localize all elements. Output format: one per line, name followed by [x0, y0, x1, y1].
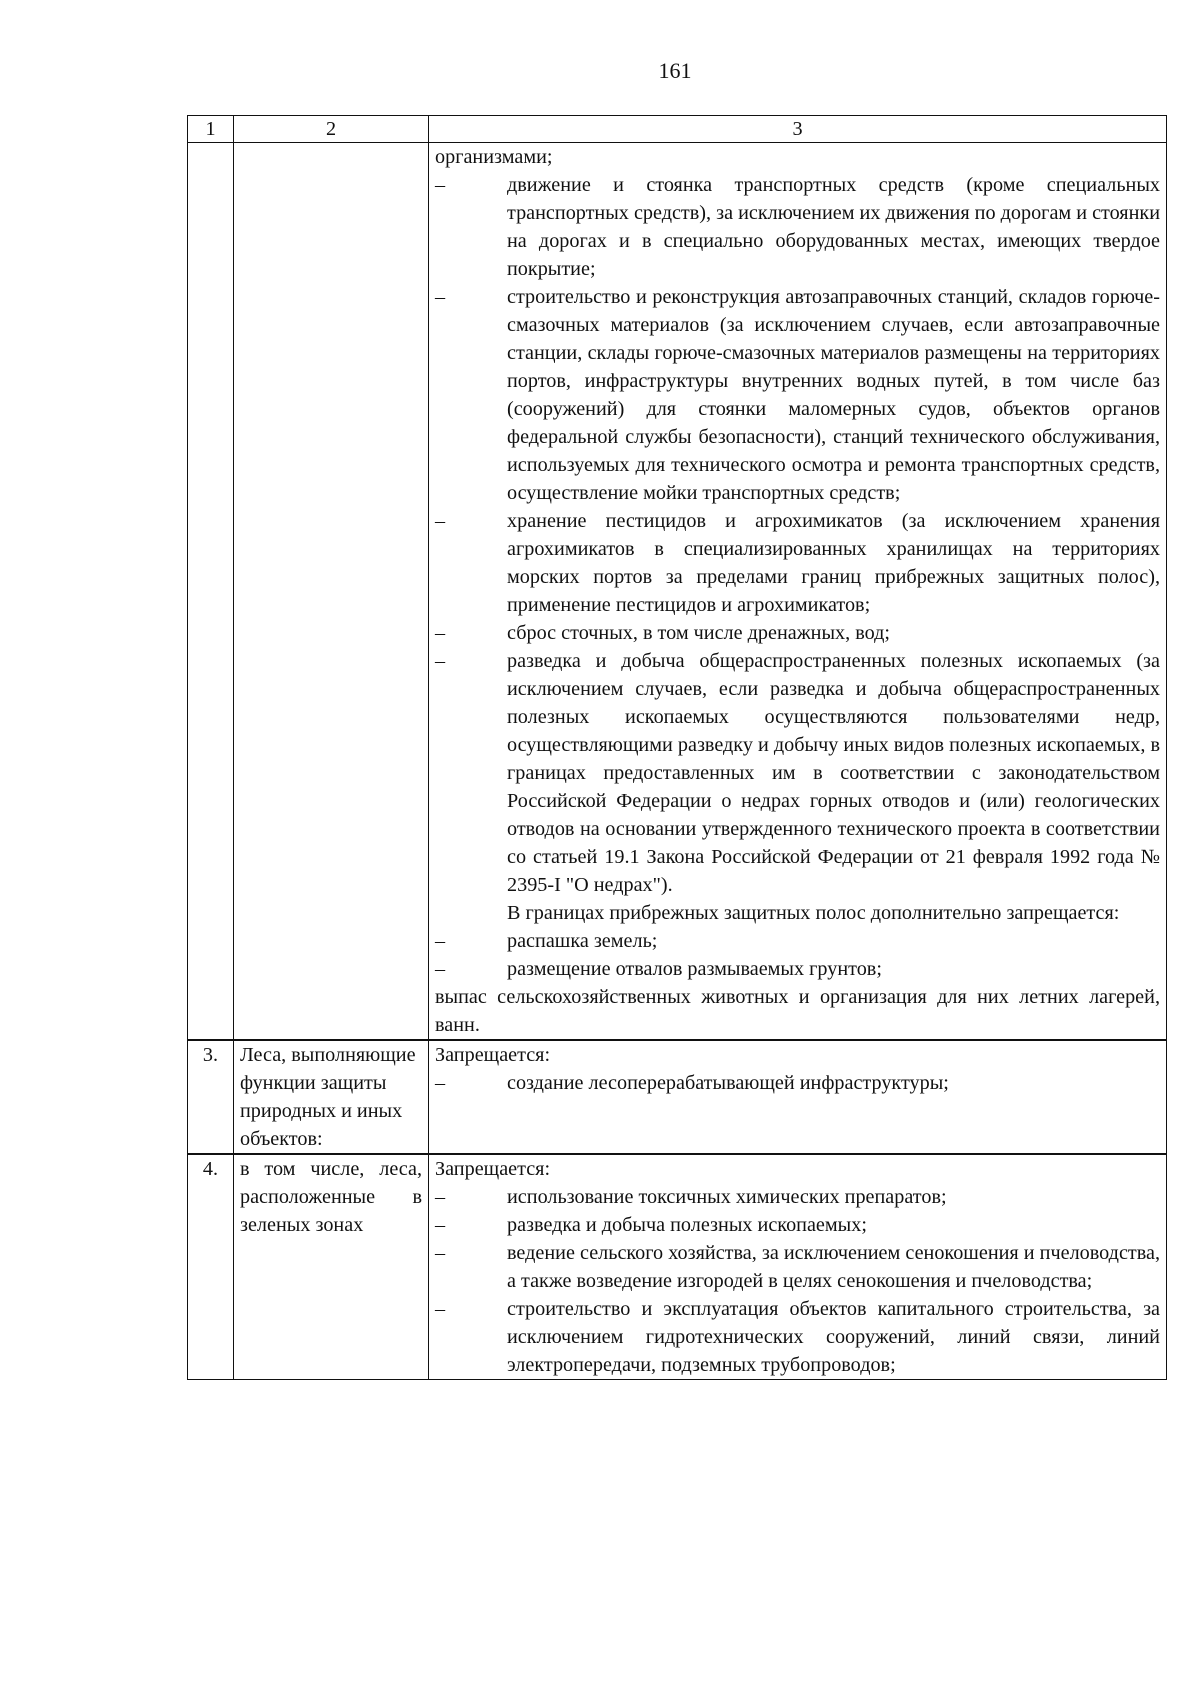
list-item — [435, 1295, 1160, 1379]
dash-bullet: – — [435, 1214, 446, 1236]
list-item-text: хранение пестицидов и агрохимикатов (за исключением хранения агрохимикатов в специализированных хранилищах на территориях морских портов за пределами границ прибрежных защитных полос), применение пестицидов и агрохимикатов; — [507, 510, 1160, 616]
list-item-text: разведка и добыча общераспространенных полезных ископаемых (за исключением случаев, если разведка и добыча общераспространенных полезных ископаемых осуществляются пользователями недр, осуществляющими разведку и добычу иных видов полезных ископаемых, в границах предоставленных им в соответствии с законодательством Российской Федерации о недрах горных отводов и (или) геологических отводов на основании утвержденного технического проекта в соответствии со статьей 19.1 Закона Российской Федерации от 21 февраля 1992 года № 2395-I "О недрах"). — [507, 650, 1160, 896]
list-item-text: ведение сельского хозяйства, за исключением сенокошения и пчеловодства, а также возведение изгородей в целях сенокошения и пчеловодства; — [507, 1242, 1160, 1292]
list-item — [435, 507, 1160, 619]
page-number: 161 — [658, 58, 692, 83]
row-4-description — [429, 1154, 1167, 1380]
dash-bullet: – — [435, 510, 446, 532]
dash-bullet: – — [435, 650, 446, 672]
list-item-text: использование токсичных химических препаратов; — [507, 1186, 947, 1208]
row-4-num: 4. — [188, 1154, 234, 1380]
dash-bullet: – — [435, 622, 446, 644]
paragraph: В границах прибрежных защитных полос дополнительно запрещается: — [507, 902, 1120, 924]
list-item-text: размещение отвалов размываемых грунтов; — [507, 958, 882, 980]
table-row-4 — [188, 1154, 1167, 1380]
list-item — [435, 283, 1160, 507]
list-item — [435, 1183, 1160, 1211]
dash-bullet: – — [435, 1072, 446, 1094]
row-continued-description — [429, 143, 1167, 1041]
regulations-table — [187, 115, 1167, 1380]
list-item — [435, 927, 1160, 955]
table-header-row — [188, 116, 1167, 143]
list-item-text: разведка и добыча полезных ископаемых; — [507, 1214, 867, 1236]
list-item — [435, 647, 1160, 899]
text-line: Запрещается: — [435, 1158, 551, 1180]
dash-bullet: – — [435, 174, 446, 196]
list-item — [435, 1239, 1160, 1295]
row-4-name: в том числе, леса, расположенные в зеленых зонах — [234, 1154, 429, 1380]
list-item — [435, 955, 1160, 983]
list-item — [435, 619, 1160, 647]
list-item-text: создание лесоперерабатывающей инфраструктуры; — [507, 1072, 949, 1094]
row-3-description — [429, 1040, 1167, 1154]
list-item — [435, 1069, 1160, 1097]
dash-bullet: – — [435, 286, 446, 308]
dash-bullet: – — [435, 1298, 446, 1320]
list-item — [435, 1211, 1160, 1239]
text-line: выпас сельскохозяйственных животных и организация для них летних лагерей, ванн. — [435, 986, 1160, 1036]
header-col-2: 2 — [234, 116, 429, 143]
text-line: Запрещается: — [435, 1044, 551, 1066]
dash-bullet: – — [435, 930, 446, 952]
header-col-3: 3 — [429, 116, 1167, 143]
table-row-continued — [188, 143, 1167, 1041]
dash-bullet: – — [435, 958, 446, 980]
list-item-text: строительство и эксплуатация объектов капитального строительства, за исключением гидротехнических сооружений, линий связи, линий электропередачи, подземных трубопроводов; — [507, 1298, 1160, 1376]
list-item-text: сброс сточных, в том числе дренажных, вод; — [507, 622, 891, 644]
row-continued-num — [188, 143, 234, 1041]
text-line: организмами; — [435, 146, 553, 168]
header-col-1: 1 — [188, 116, 234, 143]
list-item-text: строительство и реконструкция автозаправочных станций, складов горюче-смазочных материалов (за исключением случаев, если автозаправочные станции, склады горюче-смазочных материалов размещены на территориях портов, инфраструктуры внутренних водных путей, в том числе баз (сооружений) для стоянки маломерных судов, объектов органов федеральной службы безопасности), станций технического обслуживания, используемых для технического осмотра и ремонта транспортных средств, осуществление мойки транспортных средств; — [507, 286, 1160, 504]
dash-bullet: – — [435, 1242, 446, 1264]
table-row-3 — [188, 1040, 1167, 1154]
dash-bullet: – — [435, 1186, 446, 1208]
list-item — [435, 171, 1160, 283]
list-item-text: движение и стоянка транспортных средств (кроме специальных транспортных средств), за исключением их движения по дорогам и стоянки на дорогах и в специально оборудованных местах, имеющих твердое покрытие; — [507, 174, 1160, 280]
row-3-name: Леса, выполняющие функции защиты природных и иных объектов: — [234, 1040, 429, 1154]
row-3-num: 3. — [188, 1040, 234, 1154]
list-item-text: распашка земель; — [507, 930, 658, 952]
row-continued-name — [234, 143, 429, 1041]
